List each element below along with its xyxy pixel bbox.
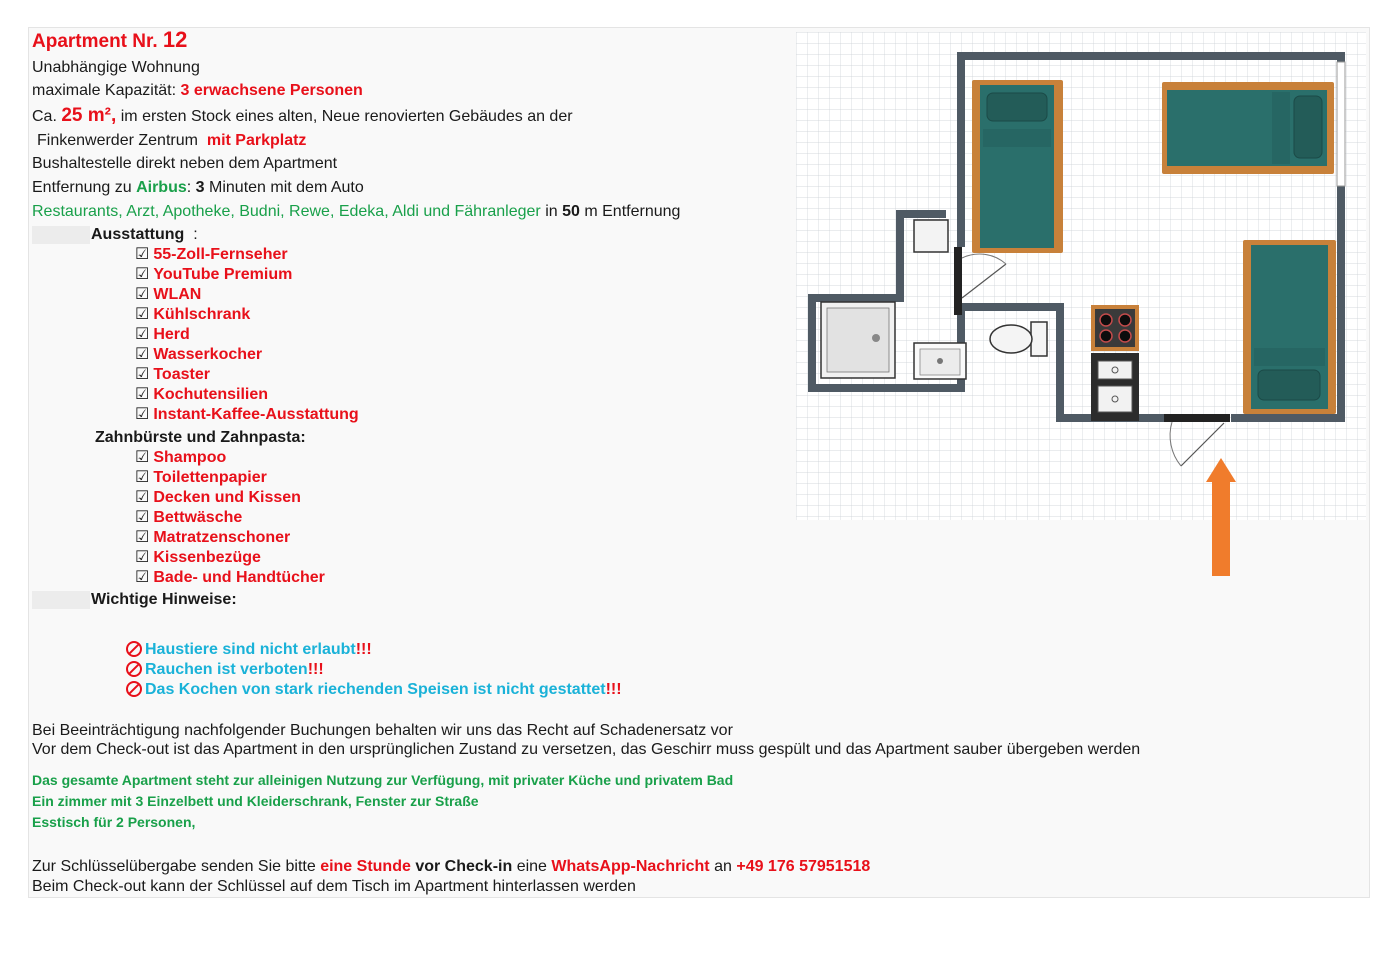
subtitle: Unabhängige Wohnung — [32, 59, 200, 76]
bed — [972, 80, 1063, 253]
toiletry-item: ☑ Bettwäsche — [135, 509, 243, 526]
prohibited-icon — [126, 661, 142, 677]
capacity-line: maximale Kapazität: 3 erwachsene Personen — [32, 82, 363, 99]
toiletry-item: ☑ Toilettenpapier — [135, 469, 267, 486]
door-jamb — [954, 247, 962, 315]
location-line: Finkenwerder Zentrum mit Parkplatz — [37, 132, 307, 149]
prohibited-icon — [126, 641, 142, 657]
rule-item: Haustiere sind nicht erlaubt!!! — [126, 640, 372, 660]
toilet — [990, 322, 1047, 356]
note-line: Das gesamte Apartment steht zur alleinigen Nutzung zur Verfügung, mit privater Küche und privatem Bad — [32, 772, 734, 788]
amenity-item: ☑ 55-Zoll-Fernseher — [135, 246, 288, 263]
bed — [1243, 240, 1336, 414]
size-line: Ca. 25 m², im ersten Stock eines alten, Neue renovierten Gebäudes an der — [32, 105, 573, 126]
amenity-item: ☑ Kochutensilien — [135, 386, 269, 403]
shade-block — [32, 226, 90, 244]
rules-heading: Wichtige Hinweise: — [91, 591, 237, 608]
amenity-item: ☑ WLAN — [135, 286, 202, 303]
sink — [914, 343, 966, 379]
nearby-line: Restaurants, Arzt, Apotheke, Budni, Rewe, Edeka, Aldi und Fähranleger in 50 m Entfernung — [32, 203, 681, 220]
note-line: Ein zimmer mit 3 Einzelbett und Kleiderschrank, Fenster zur Straße — [32, 793, 479, 809]
toiletry-item: ☑ Shampoo — [135, 449, 227, 466]
entrance-door — [1164, 414, 1230, 422]
toiletry-item: ☑ Matratzenschoner — [135, 529, 291, 546]
page-title: Apartment Nr. 12 — [32, 27, 188, 52]
amenity-item: ☑ YouTube Premium — [135, 266, 293, 283]
amenities-heading: Ausstattung : — [91, 226, 198, 243]
bed — [1162, 82, 1334, 174]
shade-block — [32, 591, 90, 609]
amenity-item: ☑ Herd — [135, 326, 190, 343]
bus-line: Bushaltestelle direkt neben dem Apartment — [32, 155, 338, 172]
toiletry-item: ☑ Bade- und Handtücher — [135, 569, 325, 586]
cabinet — [914, 220, 948, 252]
amenity-item: ☑ Toaster — [135, 366, 210, 383]
damage-line: Bei Beeinträchtigung nachfolgender Buchungen behalten wir uns das Recht auf Schadenersatz vor — [32, 722, 733, 739]
toiletry-item: ☑ Decken und Kissen — [135, 489, 301, 506]
rule-item: Das Kochen von stark riechenden Speisen ist nicht gestattet!!! — [126, 680, 622, 700]
toiletry-item: ☑ Kissenbezüge — [135, 549, 261, 566]
window — [1337, 62, 1345, 186]
prohibited-icon — [126, 681, 142, 697]
key-checkout-line: Beim Check-out kann der Schlüssel auf dem Tisch im Apartment hinterlassen werden — [32, 878, 636, 895]
amenity-item: ☑ Kühlschrank — [135, 306, 251, 323]
rule-item: Rauchen ist verboten!!! — [126, 660, 324, 680]
floor-plan — [796, 32, 1368, 577]
airbus-line: Entfernung zu Airbus: 3 Minuten mit dem Auto — [32, 179, 364, 196]
note-line: Esstisch für 2 Personen, — [32, 814, 196, 830]
key-handover-line: Zur Schlüsselübergabe senden Sie bitte eine Stunde vor Check-in eine WhatsApp-Nachricht an +49 176 57951518 — [32, 858, 871, 875]
toiletries-heading: Zahnbürste und Zahnpasta: — [95, 429, 306, 446]
checkout-line: Vor dem Check-out ist das Apartment in den ursprünglichen Zustand zu versetzen, das Geschirr muss gespült und das Apartment sauber übergeben werden — [32, 741, 1141, 758]
kitchen-sink — [1091, 353, 1139, 421]
amenity-item: ☑ Wasserkocher — [135, 346, 263, 363]
amenity-item: ☑ Instant-Kaffee-Ausstattung — [135, 406, 359, 423]
shower — [821, 302, 895, 378]
stove — [1091, 305, 1139, 351]
